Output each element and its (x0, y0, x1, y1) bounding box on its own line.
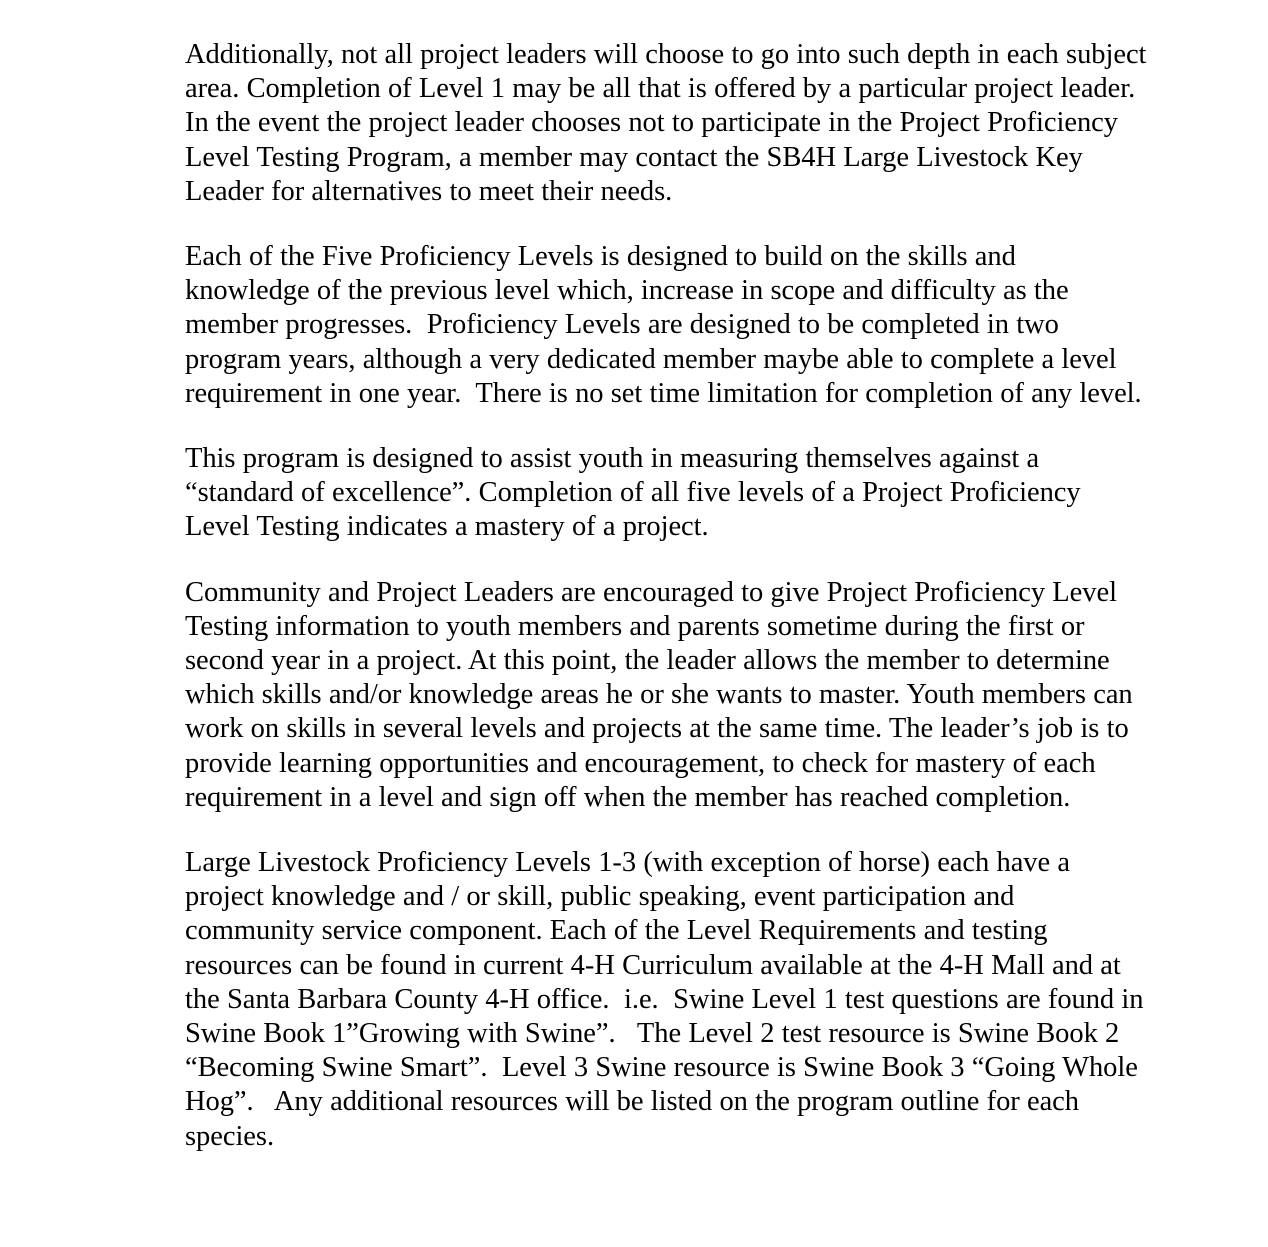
paragraph-project-leader-depth: Additionally, not all project leaders will choose to go into such depth in each subject area. Completion of Level 1 may be all that is offered by a particular project leader. In the event the project leader chooses not to participate in the Project Proficiency Level Testing Program, a member may contact the SB4H Large Livestock Key Leader for alternatives to meet their needs. (185, 39, 1154, 207)
paragraph-five-proficiency-levels: Each of the Five Proficiency Levels is designed to build on the skills and knowledge of the previous level which, increase in scope and difficulty as the member progresses. Proficiency Levels are designed to be completed in two program years, although a very dedicated member maybe able to complete a level requirement in one year. There is no set time limitation for completion of any level. (185, 241, 1142, 409)
paragraph-standard-of-excellence: This program is designed to assist youth in measuring themselves against a “standard of excellence”. Completion of all five levels of a Project Proficiency Level Testing indicates a mastery of a project. (185, 443, 1088, 543)
paragraph-large-livestock-levels: Large Livestock Proficiency Levels 1-3 (with exception of horse) each have a project knowledge and / or skill, public speaking, event participation and community service component. Each of the Level Requirements and testing resources can be found in current 4-H Curriculum available at the 4-H Mall and at the Santa Barbara County 4-H office. i.e. Swine Level 1 test questions are found in Swine Book 1”Growing with Swine”. The Level 2 test resource is Swine Book 2 “Becoming Swine Smart”. Level 3 Swine resource is Swine Book 3 “Going Whole Hog”. Any additional resources will be listed on the program outline for each species. (185, 847, 1151, 1152)
paragraph-community-project-leaders: Community and Project Leaders are encouraged to give Project Proficiency Level Testing information to youth members and parents sometime during the first or second year in a project. At this point, the leader allows the member to determine which skills and/or knowledge areas he or she wants to master. Youth members can work on skills in several levels and projects at the same time. The leader’s job is to provide learning opportunities and encouragement, to check for mastery of each requirement in a level and sign off when the member has reached completion. (185, 576, 1140, 813)
document-text-body (185, 38, 1154, 1154)
